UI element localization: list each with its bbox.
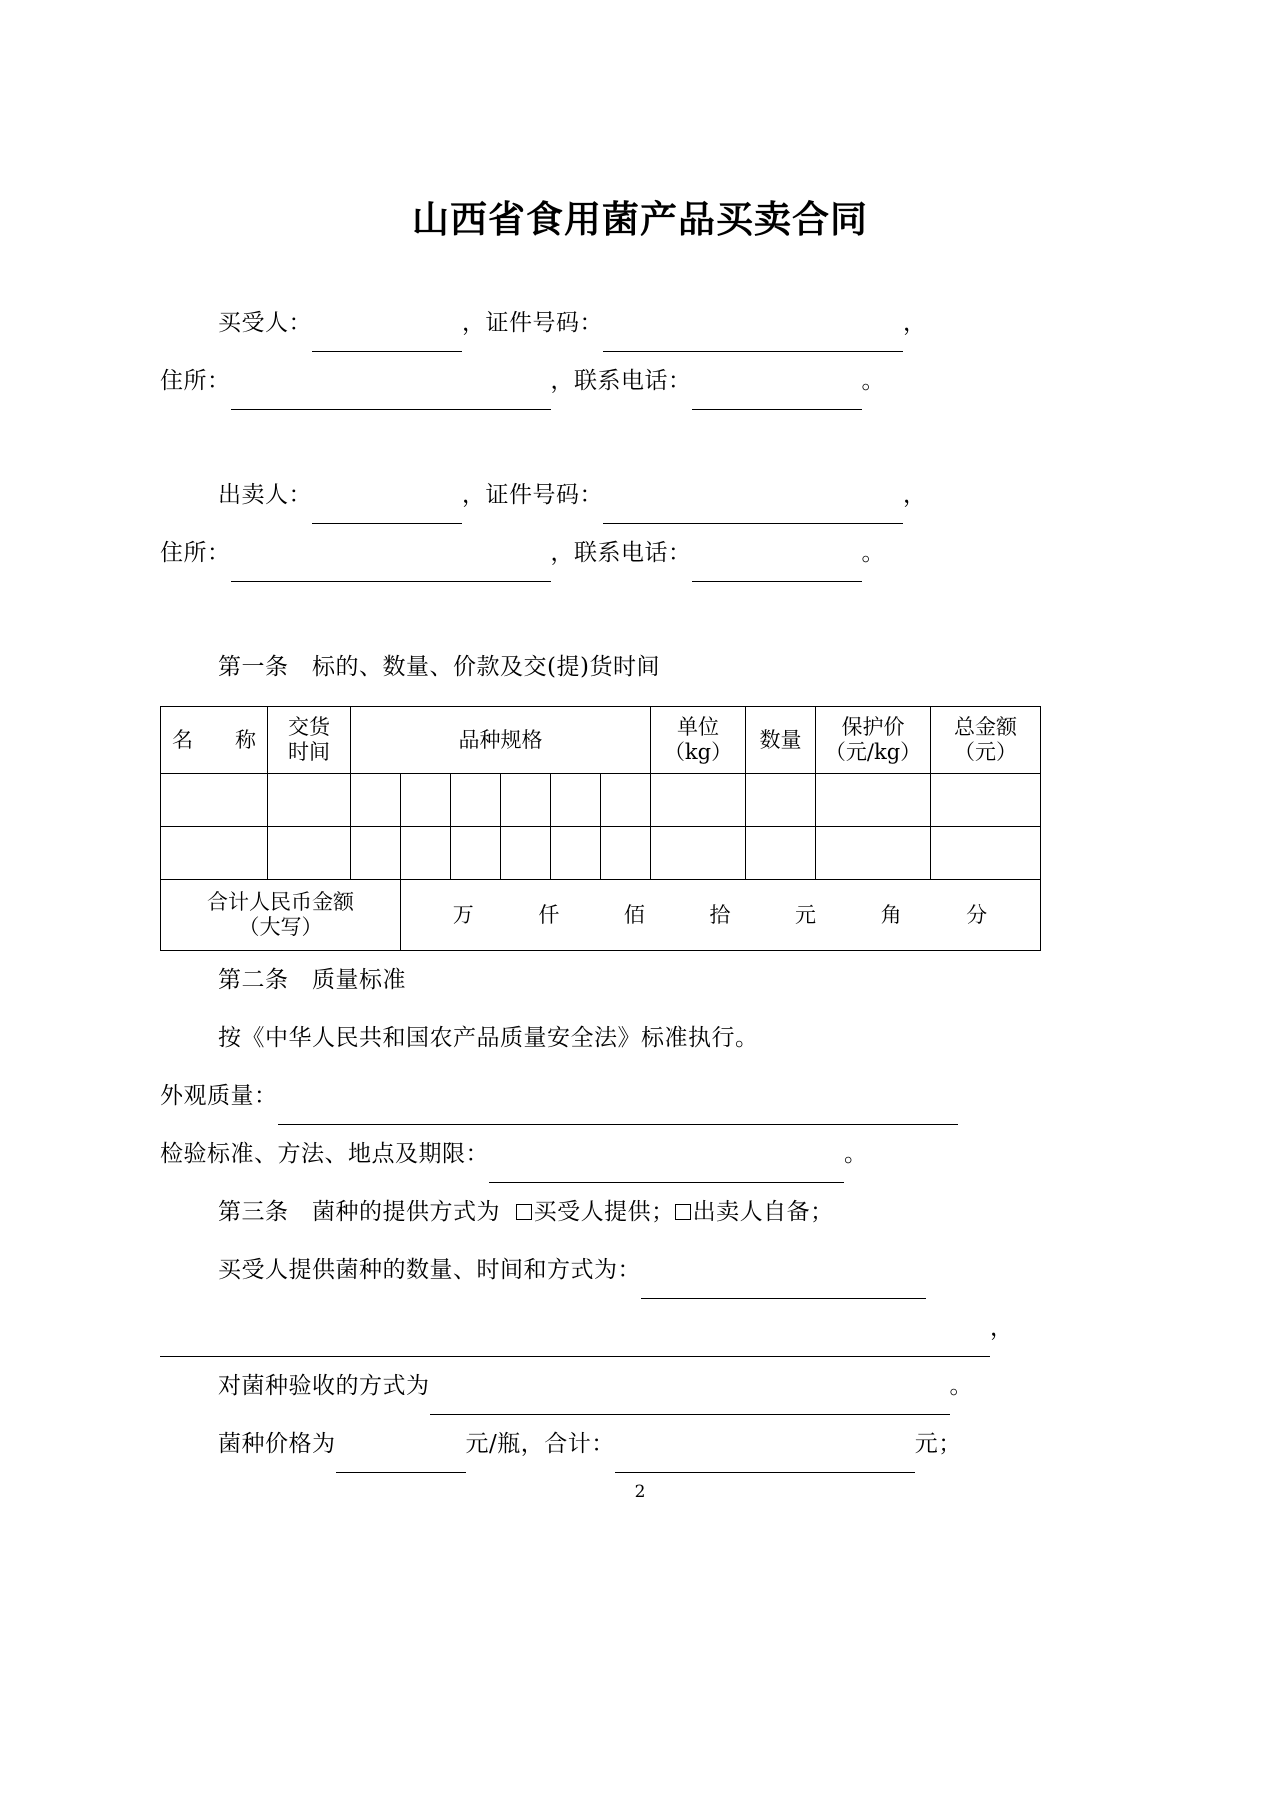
buyer-phone-label: ，联系电话： [550,368,692,395]
th-price-line1: 保护价 [841,715,905,740]
article2-standard-text: 按《中华人民共和国农产品质量安全法》标准执行。 [218,1025,759,1052]
page-number: 2 [634,1482,646,1502]
supply-detail-blank-1[interactable] [641,1277,926,1299]
buyer-name-label: 买受人： [218,310,312,337]
buyer-name-blank[interactable] [312,330,462,352]
article1-heading: 第一条 标的、数量、价款及交(提)货时间 [218,654,660,681]
buyer-name-line [160,294,1130,352]
article2-appearance-line [160,1067,1130,1125]
th-unit-line1: 单位 [677,715,720,740]
acceptance-method-trailing: 。 [949,1373,973,1400]
cell-name[interactable] [161,827,268,880]
cell-delivery-time[interactable] [268,774,351,827]
cell-delivery-time[interactable] [268,827,351,880]
supply-detail-blank-2[interactable] [160,1335,990,1357]
appearance-quality-label: 外观质量： [160,1083,278,1110]
currency-unit-wan: 万 [452,902,475,927]
currency-unit-jiao: 角 [880,902,903,927]
supply-detail-label: 买受人提供菌种的数量、时间和方式为： [218,1257,641,1284]
spawn-price-unit: 元/瓶，合计： [465,1431,615,1458]
cell-quantity[interactable] [746,827,816,880]
article3-heading-line [160,1183,1130,1241]
th-quantity: 数量 [746,707,816,774]
buyer-address-label: 住所： [160,368,231,395]
th-unit-line2: （kg） [663,740,733,765]
spacer-before-article1 [160,582,1130,638]
th-unit [651,707,746,774]
cell-spec-6[interactable] [601,827,651,880]
seller-address-blank[interactable] [231,560,551,582]
article3-option-seller-label: 出卖人自备； [692,1199,834,1226]
th-price-line2: （元/kg） [824,740,922,765]
document-body-lower [0,951,1280,1473]
seller-id-trailing: ， [903,482,927,509]
article3-supply-line [160,1241,1130,1299]
article3-heading: 第三条 菌种的提供方式为 [218,1199,500,1226]
supply-detail-trailing: ， [990,1315,1014,1342]
seller-phone-label: ，联系电话： [550,540,692,567]
buyer-address-line [160,352,1130,410]
buyer-id-label: ，证件号码： [462,310,603,337]
currency-unit-yuan: 元 [795,902,818,927]
currency-unit-fen: 分 [966,902,989,927]
buyer-phone-blank[interactable] [692,388,862,410]
article3-price-line [160,1415,1130,1473]
article3-option-buyer-label: 买受人提供； [533,1199,675,1226]
article2-heading: 第二条 质量标准 [218,967,406,994]
summary-currency-units[interactable] [401,880,1041,951]
cell-unit[interactable] [651,774,746,827]
seller-name-label: 出卖人： [218,482,312,509]
table-header-row [161,707,1041,774]
appearance-quality-blank[interactable] [278,1103,958,1125]
inspection-blank[interactable] [489,1161,844,1183]
buyer-id-trailing: ， [903,310,927,337]
cell-spec-1[interactable] [351,827,401,880]
cell-spec-1[interactable] [351,774,401,827]
article3-acceptance-line [160,1357,1130,1415]
spacer-between-parties [160,410,1130,466]
cell-spec-5[interactable] [551,827,601,880]
th-total-line2: （元） [954,740,1018,765]
article3-supply-line-cont [160,1299,1130,1357]
spawn-price-trailing: 元； [914,1431,962,1458]
spawn-price-label: 菌种价格为 [218,1431,336,1458]
buyer-phone-trailing: 。 [861,368,885,395]
th-delivery-line1: 交货 [288,715,330,740]
seller-id-label: ，证件号码： [462,482,603,509]
th-total-line1: 总金额 [954,715,1018,740]
cell-spec-6[interactable] [601,774,651,827]
cell-protect-price[interactable] [816,827,931,880]
spawn-price-total-blank[interactable] [615,1451,915,1473]
cell-name[interactable] [161,774,268,827]
table-row [161,774,1041,827]
inspection-label: 检验标准、方法、地点及期限： [160,1141,489,1168]
table-row [161,827,1041,880]
th-spec: 品种规格 [351,707,651,774]
th-delivery-time [268,707,351,774]
seller-name-line [160,466,1130,524]
article1-table-wrap [0,706,1280,951]
article2-inspection-line [160,1125,1130,1183]
acceptance-method-label: 对菌种验收的方式为 [218,1373,430,1400]
th-delivery-line2: 时间 [288,740,330,765]
cell-spec-4[interactable] [501,827,551,880]
seller-id-blank[interactable] [603,502,903,524]
seller-phone-trailing: 。 [861,540,885,567]
seller-address-line [160,524,1130,582]
summary-label-line2: （大写） [238,915,323,940]
page-title: 山西省食用菌产品买卖合同 [412,197,868,241]
checkbox-seller-supplies[interactable] [675,1204,691,1220]
currency-unit-bai: 佰 [623,902,646,927]
buyer-id-blank[interactable] [603,330,903,352]
cell-spec-2[interactable] [401,827,451,880]
cell-spec-3[interactable] [451,827,501,880]
cell-unit[interactable] [651,827,746,880]
cell-total-amount[interactable] [931,774,1041,827]
cell-quantity[interactable] [746,774,816,827]
currency-unit-shi: 拾 [709,902,732,927]
cell-spec-2[interactable] [401,774,451,827]
acceptance-method-blank[interactable] [430,1393,950,1415]
document-body [0,242,1280,696]
th-name: 名 称 [161,707,268,774]
currency-unit-qian: 仟 [538,902,561,927]
cell-spec-4[interactable] [501,774,551,827]
cell-total-amount[interactable] [931,827,1041,880]
seller-phone-blank[interactable] [692,560,862,582]
summary-label [161,880,401,951]
cell-spec-3[interactable] [451,774,501,827]
buyer-address-blank[interactable] [231,388,551,410]
summary-label-line1: 合计人民币金额 [207,890,354,915]
inspection-trailing: 。 [844,1141,868,1168]
checkbox-buyer-supplies[interactable] [516,1204,532,1220]
table-summary-row [161,880,1041,951]
seller-name-blank[interactable] [312,502,462,524]
goods-table [160,706,1041,951]
cell-protect-price[interactable] [816,774,931,827]
spacer-after-title [160,242,1130,294]
th-total-amount [931,707,1041,774]
cell-spec-5[interactable] [551,774,601,827]
seller-address-label: 住所： [160,540,231,567]
currency-unit-list [403,903,1038,928]
spawn-price-blank[interactable] [336,1451,466,1473]
th-protect-price [816,707,931,774]
